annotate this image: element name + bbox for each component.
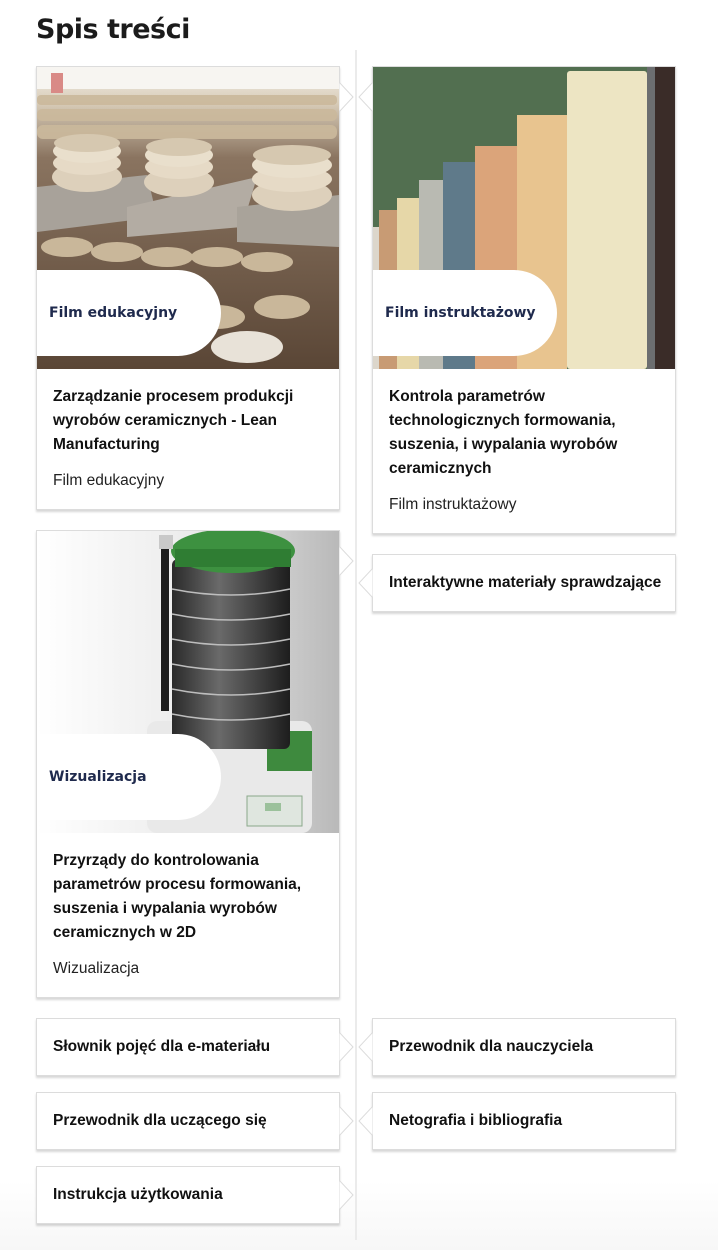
link-label: Przewodnik dla uczącego się [53, 1112, 267, 1129]
link-user-instructions[interactable] [36, 1166, 340, 1224]
link-label: Przewodnik dla nauczyciela [389, 1038, 594, 1055]
card-subtitle: Film edukacyjny [53, 472, 165, 489]
card-title: Przyrządy do kontrolowania parametrów procesu formowania, suszenia i wypalania wyrobów ceramicznych w 2D [53, 852, 302, 941]
card-title: Zarządzanie procesem produkcji wyrobów ceramicznych - Lean Manufacturing [53, 388, 294, 453]
content-card-lean-manufacturing[interactable] [36, 66, 340, 510]
card-subtitle: Wizualizacja [53, 960, 140, 977]
connector-arrow-left-icon [357, 1032, 373, 1062]
media-type-badge: Wizualizacja [37, 734, 221, 820]
content-card-visualization[interactable] [36, 530, 340, 998]
link-label: Słownik pojęć dla e-materiału [53, 1038, 271, 1055]
connector-arrow-left-icon [357, 1106, 373, 1136]
link-teacher-guide[interactable] [372, 1018, 676, 1076]
content-card-parameter-control[interactable] [372, 66, 676, 534]
link-label: Interaktywne materiały sprawdzające [389, 574, 662, 591]
link-glossary[interactable] [36, 1018, 340, 1076]
link-bibliography[interactable] [372, 1092, 676, 1150]
connector-arrow-left-icon [357, 568, 373, 598]
link-label: Netografia i bibliografia [389, 1112, 563, 1129]
link-label: Instrukcja użytkowania [53, 1186, 223, 1203]
page-title: Spis treści [36, 14, 190, 45]
connector-arrow-right-icon [339, 1106, 355, 1136]
media-type-badge: Film edukacyjny [37, 270, 221, 356]
connector-arrow-right-icon [339, 546, 355, 576]
ceramic-tiles-thumbnail [373, 67, 675, 369]
connector-arrow-left-icon [357, 82, 373, 112]
connector-arrow-right-icon [339, 1032, 355, 1062]
card-subtitle: Film instruktażowy [389, 496, 517, 513]
link-interactive-materials[interactable] [372, 554, 676, 612]
connector-arrow-right-icon [339, 1180, 355, 1210]
connector-arrow-right-icon [339, 82, 355, 112]
media-type-badge: Film instruktażowy [373, 270, 557, 356]
ceramic-bowls-thumbnail [37, 67, 339, 369]
link-student-guide[interactable] [36, 1092, 340, 1150]
card-title: Kontrola parametrów technologicznych formowania, suszenia, i wypalania wyrobów ceramicznych [389, 388, 618, 477]
sieve-device-thumbnail [37, 531, 339, 833]
